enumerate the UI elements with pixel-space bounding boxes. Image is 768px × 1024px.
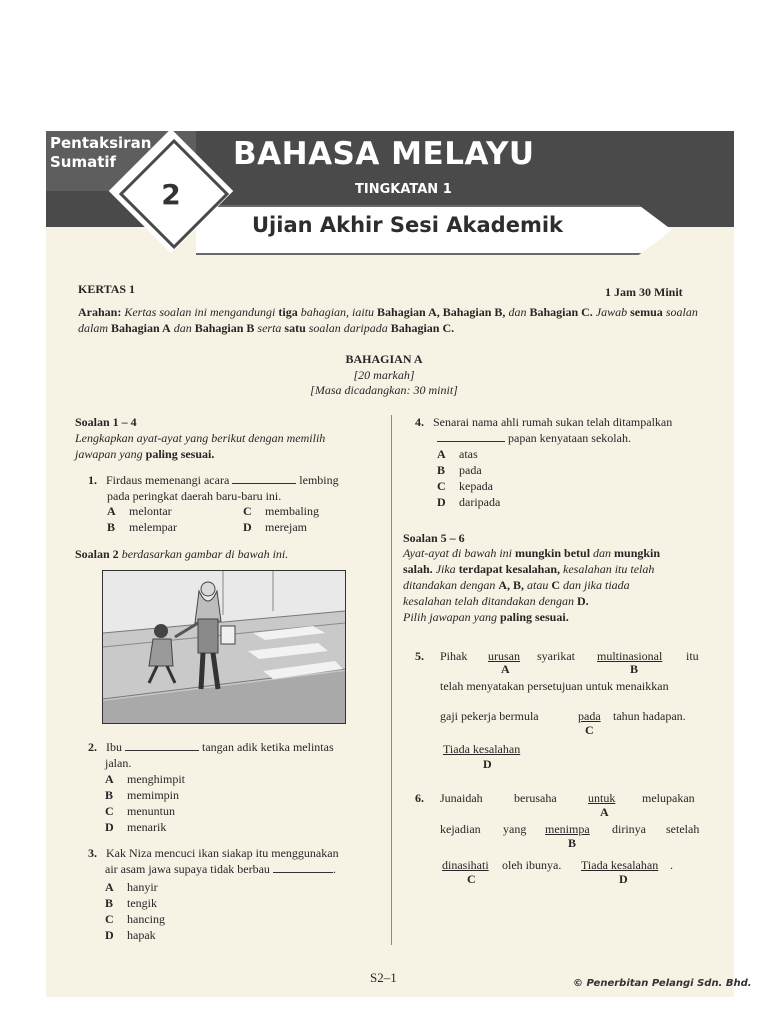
- g2-line-1: [403, 545, 703, 561]
- q4-option-c[interactable]: [437, 478, 500, 494]
- group1-title: Soalan 1 – 4: [75, 415, 137, 429]
- tag-line-1: Pentaksiran: [50, 134, 152, 152]
- q4-option-a[interactable]: [437, 446, 500, 462]
- g2-emph: terdapat kesalahan,: [458, 562, 561, 576]
- inst-text: Bahagian C.: [390, 321, 455, 335]
- q4-options: [437, 446, 500, 510]
- g2-text: dan: [593, 546, 612, 560]
- g2-text: kesalahan telah ditandakan dengan: [403, 594, 574, 608]
- section-marks: [20 markah]: [353, 368, 415, 382]
- option-letter: C: [105, 912, 114, 926]
- instructions: [78, 304, 714, 336]
- option-letter: D: [243, 520, 252, 534]
- option-text: menghimpit: [127, 772, 185, 786]
- copyright: © Penerbitan Pelangi Sdn. Bhd.: [573, 978, 752, 989]
- q2-text-line2: jalan.: [105, 756, 132, 770]
- q6-marked-a: untuk: [588, 791, 616, 805]
- q5-line-2: telah menyatakan persetujuan untuk menaikkan: [440, 679, 669, 693]
- option-letter: B: [107, 520, 116, 534]
- g2-text: ditandakan dengan: [403, 578, 496, 592]
- q5-word: Pihak: [440, 649, 468, 663]
- q5-marked-a: urusan: [488, 649, 520, 663]
- q3-number: 3.: [88, 846, 97, 860]
- g2-emph: paling sesuai.: [500, 610, 569, 624]
- option-letter: C: [437, 479, 446, 493]
- inst-text: Bahagian A: [111, 321, 171, 335]
- q4-option-b[interactable]: [437, 462, 500, 478]
- q2-option-b[interactable]: [105, 787, 185, 803]
- option-text: hancing: [127, 912, 165, 926]
- option-text: kepada: [459, 479, 493, 493]
- g2-text: Pilih jawapan yang: [403, 610, 497, 624]
- q5-mark-d: D: [483, 757, 492, 771]
- option-letter: A: [107, 504, 116, 518]
- inst-text: semua: [630, 305, 663, 319]
- g2-text: kesalahan itu telah: [563, 562, 655, 576]
- q2-number: 2.: [88, 740, 97, 754]
- q6-number: 6.: [415, 791, 424, 805]
- q2-option-c[interactable]: [105, 803, 185, 819]
- inst-text: serta: [257, 321, 282, 335]
- option-letter: B: [437, 463, 446, 477]
- tag-line-2: Sumatif: [50, 153, 117, 171]
- level-title: TINGKATAN 1: [355, 182, 452, 197]
- g2-emph: C: [551, 578, 561, 592]
- q2-blank: [125, 740, 199, 751]
- q3-option-c[interactable]: [105, 911, 165, 927]
- inst-text: soalan dalam: [78, 305, 698, 335]
- option-letter: C: [243, 504, 252, 518]
- inst-text: dan: [173, 321, 192, 335]
- g2-emph: mungkin: [614, 546, 661, 560]
- question-4: [415, 414, 715, 430]
- q2-text: tangan adik ketika melintas: [202, 740, 334, 754]
- q2-intro-label: Soalan 2: [75, 547, 119, 561]
- option-text: memimpin: [127, 788, 179, 802]
- q5-mark-c: C: [585, 723, 594, 737]
- q4-text: papan kenyataan sekolah.: [508, 431, 631, 445]
- q6-word: setelah: [666, 822, 700, 836]
- q6-end-period: .: [670, 858, 673, 872]
- q3-option-d[interactable]: [105, 927, 165, 943]
- question-1: [88, 472, 378, 488]
- g2-line-2: [403, 561, 703, 577]
- g2-text: Ayat-ayat di bawah ini: [403, 546, 512, 560]
- q4-text-line2: [437, 430, 707, 446]
- option-letter: A: [105, 772, 114, 786]
- assessment-number: 2: [161, 178, 181, 211]
- group1-inst-emphasis: paling sesuai.: [145, 447, 215, 461]
- paper-name: KERTAS 1: [78, 282, 136, 296]
- q3-blank: [273, 862, 333, 873]
- exam-title: Ujian Akhir Sesi Akademik: [252, 213, 564, 237]
- section-title: BAHAGIAN A: [345, 352, 423, 366]
- q6-mark-d: D: [619, 872, 628, 886]
- group1-inst-text: jawapan yang: [75, 447, 143, 461]
- q6-word: melupakan: [642, 791, 695, 805]
- option-text: menuntun: [127, 804, 175, 818]
- inst-text: tiga: [278, 305, 298, 319]
- g2-text: Jika: [435, 562, 456, 576]
- option-text: merejam: [265, 520, 307, 534]
- group1-inst-line: [75, 446, 375, 462]
- g2-line-5: [403, 609, 703, 625]
- option-text: melempar: [129, 520, 177, 534]
- option-text: atas: [459, 447, 478, 461]
- q3-text-line2: air asam jawa supaya tidak berbau .: [105, 862, 336, 876]
- inst-text: Jawab: [595, 305, 628, 319]
- q2-intro-text: berdasarkan gambar di bawah ini.: [121, 547, 289, 561]
- page-number: S2–1: [370, 970, 397, 985]
- inst-text: Bahagian C.: [529, 305, 593, 319]
- q6-mark-c: C: [467, 872, 476, 886]
- option-text: tengik: [127, 896, 157, 910]
- q1-option-a[interactable]: [107, 503, 243, 519]
- q6-word: Junaidah: [440, 791, 483, 805]
- q6-word: berusaha: [514, 791, 557, 805]
- g2-emph: mungkin betul: [515, 546, 591, 560]
- g2-text: atau: [527, 578, 549, 592]
- q4-number: 4.: [415, 415, 424, 429]
- option-letter: D: [105, 928, 114, 942]
- question-2: [88, 739, 388, 755]
- group2-instructions: [403, 545, 703, 625]
- q4-option-d[interactable]: [437, 494, 500, 510]
- g2-emph: salah.: [403, 562, 433, 576]
- option-letter: D: [437, 495, 446, 509]
- inst-text: satu: [284, 321, 306, 335]
- option-text: daripada: [459, 495, 501, 509]
- q3-text: air asam jawa supaya tidak berbau: [105, 862, 270, 876]
- q2-option-d[interactable]: [105, 819, 185, 835]
- q6-marked-c: dinasihati: [442, 858, 489, 872]
- q1-text: lembing: [299, 473, 339, 487]
- q5-marked-c: pada: [578, 709, 601, 723]
- q3-option-b[interactable]: [105, 895, 165, 911]
- inst-text: Kertas soalan ini mengandungi: [124, 305, 276, 319]
- q5-word: itu: [686, 649, 699, 663]
- q2-option-a[interactable]: [105, 771, 185, 787]
- q4-text: Senarai nama ahli rumah sukan telah ditampalkan: [433, 415, 673, 429]
- q1-number: 1.: [88, 473, 97, 487]
- option-text: melontar: [129, 504, 172, 518]
- g2-line-4: [403, 593, 703, 609]
- q2-text: Ibu: [106, 740, 122, 754]
- q1-options: [107, 503, 367, 535]
- q1-option-b[interactable]: [107, 519, 243, 535]
- question-3: [88, 845, 388, 861]
- q1-blank: [232, 473, 296, 484]
- inst-text: dan: [508, 305, 527, 319]
- paper-duration: 1 Jam 30 Minit: [605, 285, 683, 299]
- q5-marked-b: multinasional: [597, 649, 663, 663]
- option-letter: D: [105, 820, 114, 834]
- g2-line-3: [403, 577, 703, 593]
- q5-option-d[interactable]: Tiada kesalahan: [443, 742, 521, 756]
- q5-text: gaji pekerja bermula: [440, 709, 539, 723]
- q5-text: tahun hadapan.: [613, 709, 686, 723]
- q6-mark-b: B: [568, 836, 577, 850]
- q1-option-d[interactable]: [243, 519, 367, 535]
- q3-options: [105, 879, 165, 943]
- inst-text: Bahagian A, Bahagian B,: [377, 305, 506, 319]
- group1-inst-line: Lengkapkan ayat-ayat yang berikut dengan memilih: [75, 431, 326, 445]
- q3-option-a[interactable]: [105, 879, 165, 895]
- question-6: [415, 790, 424, 806]
- q5-mark-b: B: [630, 662, 639, 676]
- mother-child-crossing-image: [103, 571, 345, 723]
- g2-emph: A, B,: [498, 578, 524, 592]
- option-letter: A: [105, 880, 114, 894]
- q3-text: Kak Niza mencuci ikan siakap itu menggunakan: [106, 846, 339, 860]
- q6-word: yang: [503, 822, 527, 836]
- q2-options: [105, 771, 185, 835]
- q6-word: kejadian: [440, 822, 481, 836]
- group2-title: Soalan 5 – 6: [403, 531, 465, 545]
- q1-option-c[interactable]: [243, 503, 367, 519]
- option-text: membaling: [265, 504, 319, 518]
- inst-text: soalan daripada: [308, 321, 388, 335]
- q1-text-line2: pada peringkat daerah baru-baru ini.: [107, 489, 282, 503]
- g2-text: dan jika tiada: [563, 578, 630, 592]
- option-text: hapak: [127, 928, 156, 942]
- q6-word: dirinya: [612, 822, 646, 836]
- q4-blank: [437, 431, 505, 442]
- q2-intro: [75, 546, 288, 562]
- option-letter: A: [437, 447, 446, 461]
- group1-instruction: [75, 430, 375, 462]
- option-text: menarik: [127, 820, 167, 834]
- inst-text: bahagian, iaitu: [300, 305, 375, 319]
- crossing-illustration: [102, 570, 346, 724]
- q6-option-d[interactable]: Tiada kesalahan: [581, 858, 659, 872]
- inst-text: Bahagian B: [194, 321, 255, 335]
- option-text: hanyir: [127, 880, 158, 894]
- q6-text: oleh ibunya.: [502, 858, 562, 872]
- option-letter: B: [105, 896, 114, 910]
- section-time: [Masa dicadangkan: 30 minit]: [310, 383, 458, 397]
- q5-mark-a: A: [501, 662, 510, 676]
- q5-word: syarikat: [537, 649, 575, 663]
- g2-emph: D.: [576, 594, 589, 608]
- option-letter: C: [105, 804, 114, 818]
- subject-title: BAHASA MELAYU: [233, 136, 535, 172]
- q5-number: 5.: [415, 649, 424, 663]
- instructions-label: Arahan:: [78, 305, 122, 319]
- option-letter: B: [105, 788, 114, 802]
- q6-mark-a: A: [600, 805, 609, 819]
- option-text: pada: [459, 463, 482, 477]
- q6-marked-b: menimpa: [545, 822, 590, 836]
- q1-text: Firdaus memenangi acara: [106, 473, 230, 487]
